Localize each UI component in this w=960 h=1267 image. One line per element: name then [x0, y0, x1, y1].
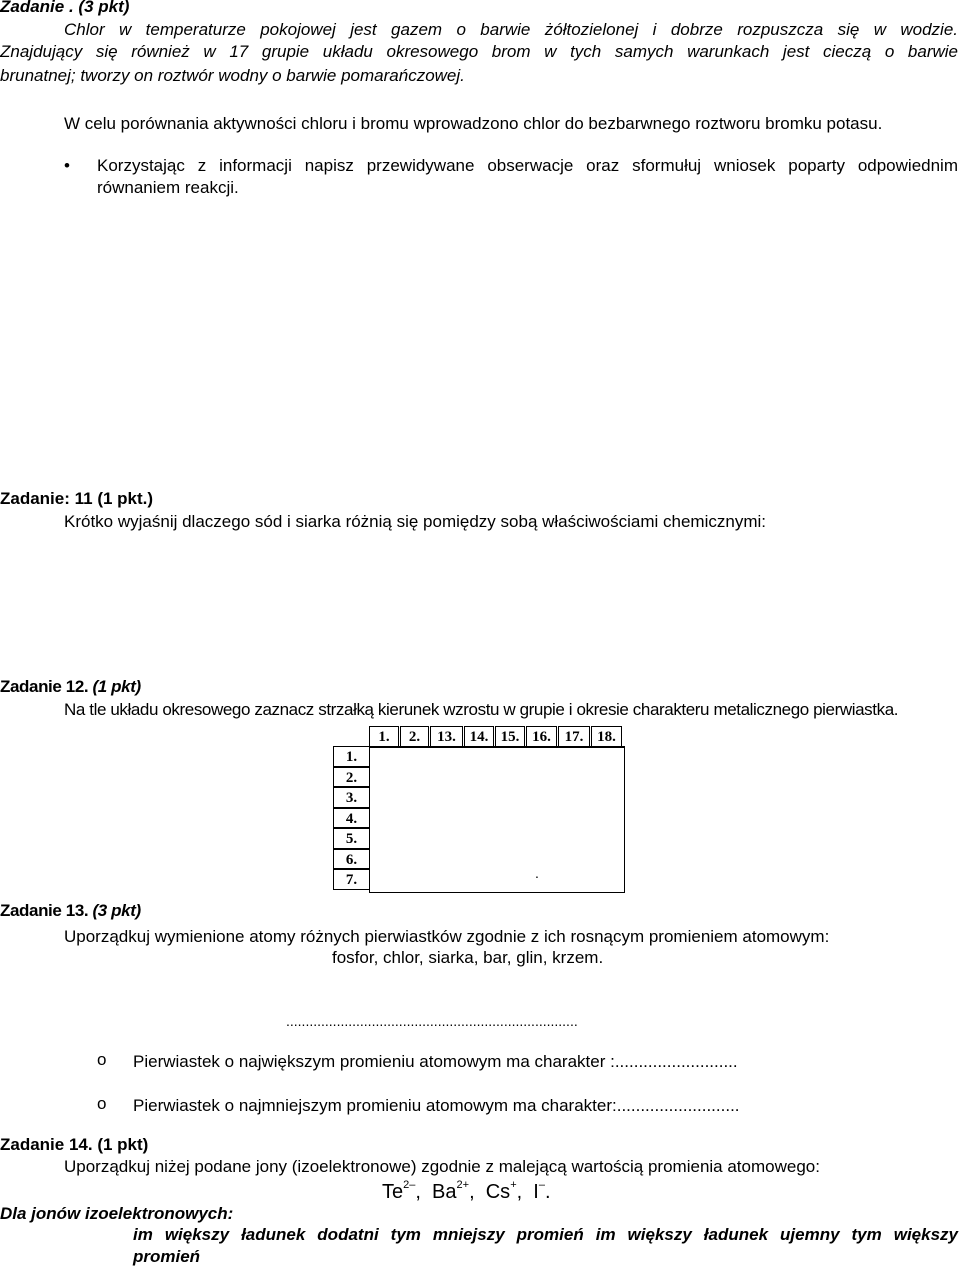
group-header-cell: 1.: [369, 726, 399, 746]
period-label-cell: 2.: [333, 767, 369, 788]
circle-marker: o: [97, 1094, 107, 1113]
ion-list: $Te^{2-}$, $Ba^{2+}$, Cs+, I–.: [382, 1179, 551, 1203]
task12-title-label: Zadanie 12.: [0, 677, 93, 696]
task10-instruction-line2: równaniem reakcji.: [97, 178, 239, 197]
task12-points: (1 pkt): [92, 677, 141, 696]
ion-te: Te: [382, 1181, 404, 1203]
task14-note-line2: promień: [133, 1247, 201, 1266]
task13-item2: Pierwiastek o najmniejszym promieniu atomowym ma charakter:..........................: [133, 1096, 740, 1115]
period-label-cell: 7.: [333, 869, 369, 890]
ion-ba-charge: 2+: [456, 1179, 470, 1191]
group-header-cell: 15.: [495, 726, 525, 746]
ion-cs: Cs: [485, 1181, 511, 1203]
group-header-cell: 17.: [558, 726, 590, 746]
task12-question: Na tle układu okresowego zaznacz strzałką kierunek wzrostu w grupie i okresie charakteru metalicznego pierwiastka.: [64, 700, 899, 719]
group-header-cell: 13.: [430, 726, 463, 746]
task10-experiment: W celu porównania aktywności chloru i bromu wprowadzono chlor do bezbarwnego roztworu bromku potasu.: [64, 114, 883, 133]
task10-title-label: Zadanie .: [0, 0, 79, 16]
ion-te-charge: 2–: [403, 1179, 416, 1191]
task11-question: Krótko wyjaśnij dlaczego sód i siarka różnią się pomiędzy sobą właściwościami chemicznymi:: [64, 512, 766, 531]
task10-line1: Chlor w temperaturze pokojowej jest gazem o barwie żółtozielonej i dobrze rozpuszcza się w wodzie.: [64, 20, 958, 39]
periodic-table-sketch: [333, 726, 625, 892]
group-header-cell: 18.: [591, 726, 622, 746]
task13-title-label: Zadanie 13.: [0, 901, 93, 920]
group-header-cell: 2.: [400, 726, 429, 746]
task14-note-line1: im większy ładunek dodatni tym mniejszy promień im większy ładunek ujemny tym większy: [133, 1225, 958, 1244]
periodic-table-body: [369, 746, 625, 893]
stray-dot: .: [535, 865, 539, 881]
task13-title: [0, 901, 141, 921]
task10-title: [0, 0, 129, 17]
task13-points: (3 pkt): [92, 901, 141, 920]
ion-cs-charge: +: [510, 1179, 517, 1191]
task14-title: Zadanie 14. (1 pkt): [0, 1135, 149, 1154]
task10-points: (3 pkt): [78, 0, 130, 16]
task13-item1: Pierwiastek o największym promieniu atomowym ma charakter :..........................: [133, 1052, 738, 1071]
group-header-cell: 16.: [526, 726, 557, 746]
task14-question: Uporządkuj niżej podane jony (izoelektronowe) zgodnie z malejącą wartością promienia atomowego:: [64, 1157, 820, 1176]
period-label-cell: 6.: [333, 849, 369, 870]
task14-note-label: Dla jonów izoelektronowych:: [0, 1204, 234, 1223]
ion-i-charge: –: [538, 1179, 545, 1191]
ion-i: I: [533, 1181, 539, 1203]
task10-line3: brunatnej; tworzy on roztwór wodny o barwie pomarańczowej.: [0, 66, 465, 85]
task13-answer-line: ...........................................................................: [286, 1013, 578, 1029]
period-label-cell: 5.: [333, 828, 369, 849]
task13-question: Uporządkuj wymienione atomy różnych pierwiastków zgodnie z ich rosnącym promieniem atomowym:: [64, 927, 830, 946]
task10-instruction-line1: Korzystając z informacji napisz przewidywane obserwacje oraz sformułuj wniosek poparty odpowiednim: [97, 156, 958, 175]
task12-title: [0, 677, 141, 697]
task10-line2: Znajdujący się również w 17 grupie układu okresowego brom w tych samych warunkach jest cieczą o barwie: [0, 42, 958, 61]
period-label-cell: 3.: [333, 787, 369, 808]
task13-elements: fosfor, chlor, siarka, bar, glin, krzem.: [332, 948, 604, 967]
group-header-cell: 14.: [464, 726, 494, 746]
circle-marker: o: [97, 1050, 107, 1069]
period-label-cell: 1.: [333, 746, 369, 767]
task11-title: Zadanie: 11 (1 pkt.): [0, 489, 154, 508]
ion-ba: Ba: [432, 1181, 457, 1203]
period-label-cell: 4.: [333, 808, 369, 829]
bullet-dot: •: [64, 156, 70, 175]
